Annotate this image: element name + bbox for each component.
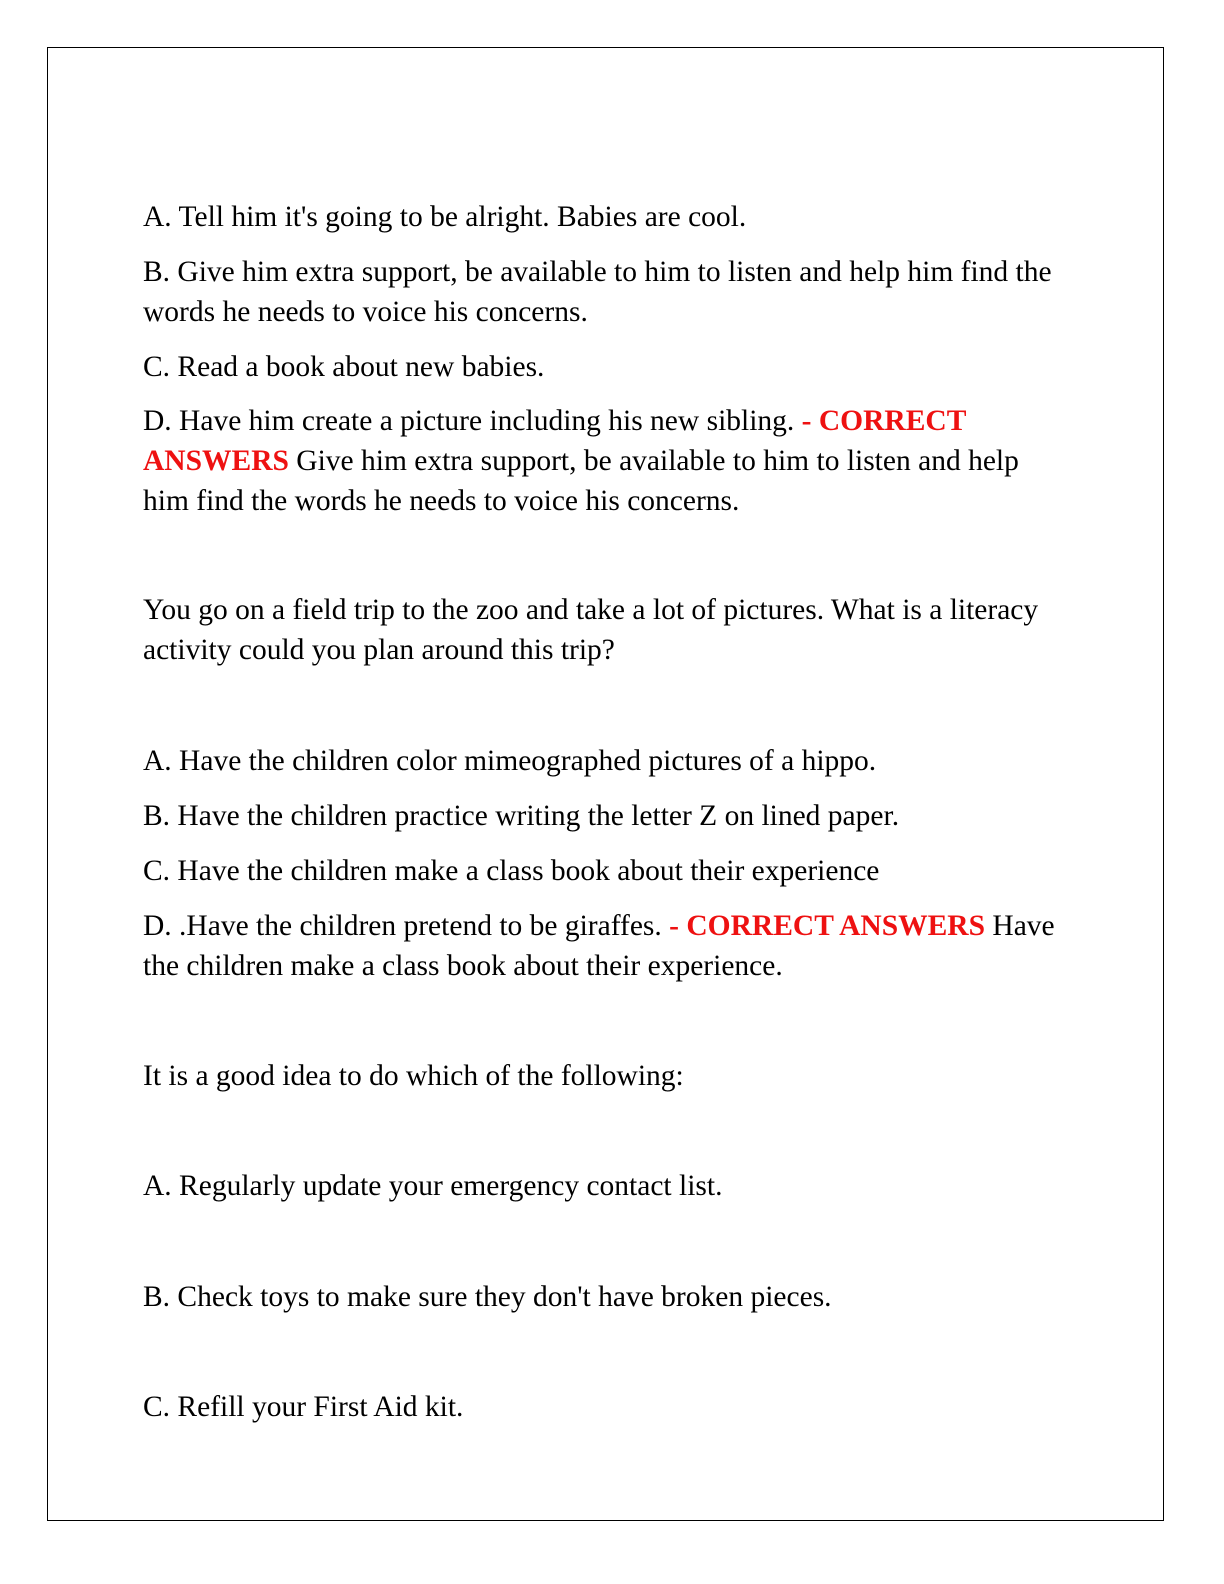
q2-answer-text: Have the children make a class book about their experience. [143,910,1055,982]
q1-option-c [143,347,1063,387]
q3-question-text: It is a good idea to do which of the following: [143,1060,684,1092]
q3-question [143,1056,1063,1096]
q1-option-d [143,401,1048,521]
q3-option-a [143,1166,1063,1206]
q2-option-c [143,851,1063,891]
q1-option-c-text: C. Read a book about new babies. [143,351,545,383]
q2-question-text: You go on a field trip to the zoo and take a lot of pictures. What is a literacy activity could you plan around this trip? [143,594,1039,666]
q2-option-a-text: A. Have the children color mimeographed pictures of a hippo. [143,745,877,777]
q3-option-c [143,1387,1063,1427]
q1-option-b [143,252,1063,332]
q1-option-a-text: A. Tell him it's going to be alright. Babies are cool. [143,201,747,233]
q2-option-c-text: C. Have the children make a class book about their experience [143,855,880,887]
q2-option-b [143,796,1063,836]
q3-option-c-text: C. Refill your First Aid kit. [143,1391,464,1423]
q2-option-d [143,906,1063,986]
q2-option-a [143,741,1063,781]
q1-correct-label: - CORRECT ANSWERS [143,405,966,477]
q3-option-a-text: A. Regularly update your emergency contact list. [143,1170,723,1202]
q2-question [143,590,1063,670]
q1-option-a [143,197,1063,237]
q3-option-b [143,1277,1063,1317]
q2-option-b-text: B. Have the children practice writing the letter Z on lined paper. [143,800,900,832]
q3-option-b-text: B. Check toys to make sure they don't have broken pieces. [143,1281,832,1313]
q1-answer-text: Give him extra support, be available to him to listen and help him find the words he needs to voice his concerns. [143,445,1019,517]
q1-option-d-text: D. Have him create a picture including his new sibling. [143,405,795,437]
q1-option-b-text: B. Give him extra support, be available to him to listen and help him find the words he needs to voice his concerns. [143,256,1052,328]
q2-correct-label: - CORRECT ANSWERS [669,910,986,942]
q2-option-d-text: D. .Have the children pretend to be giraffes. [143,910,662,942]
